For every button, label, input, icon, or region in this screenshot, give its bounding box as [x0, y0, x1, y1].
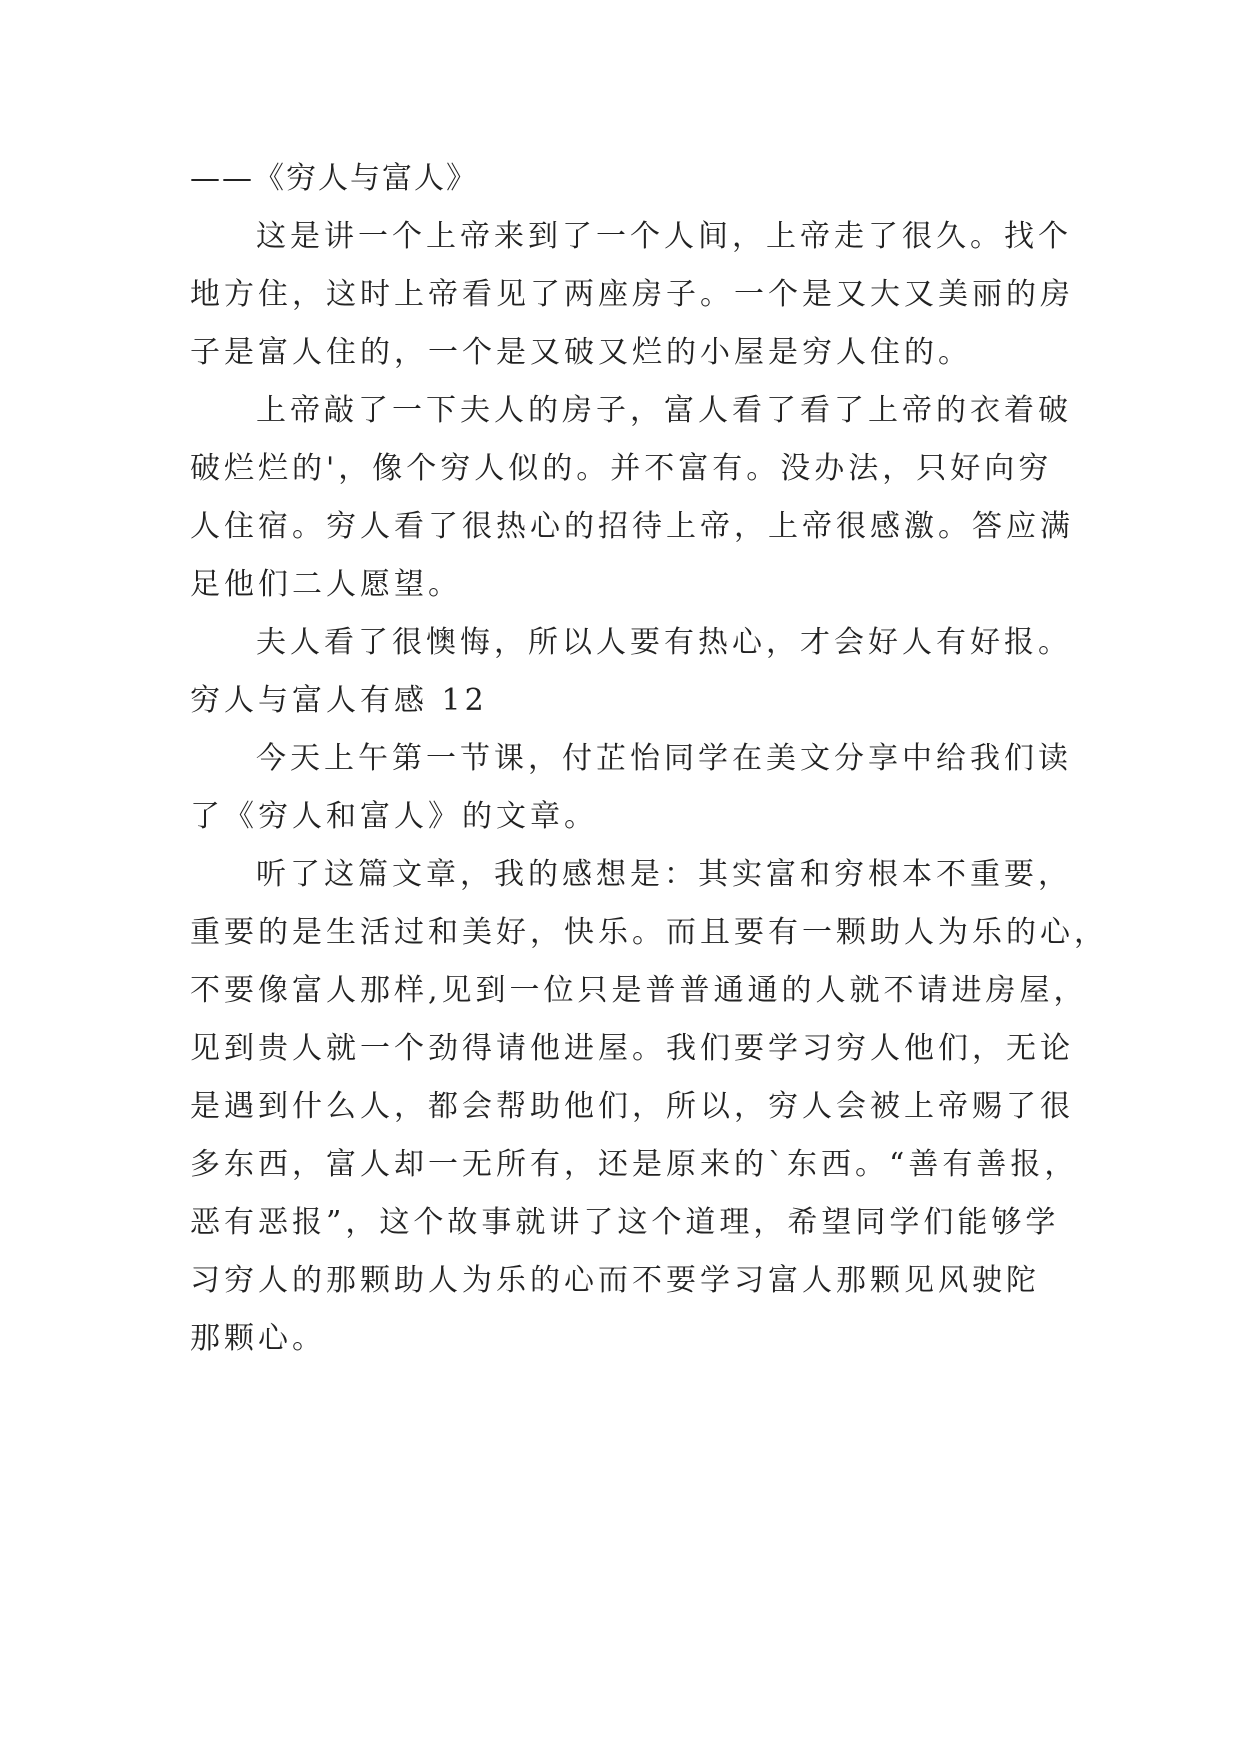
paragraph-line: 今天上午第一节课，付芷怡同学在美文分享中给我们读 — [256, 741, 1072, 776]
paragraph-line: 人住宿。穷人看了很热心的招待上帝，上帝很感激。答应满 — [190, 509, 1074, 544]
paragraph-line: 了《穷人和富人》的文章。 — [190, 799, 598, 834]
paragraph-line: 重要的是生活过和美好，快乐。而且要有一颗助人为乐的心， — [190, 915, 1108, 950]
paragraph-line: 地方住，这时上帝看见了两座房子。一个是又大又美丽的房 — [190, 277, 1074, 312]
paragraph-line: 这是讲一个上帝来到了一个人间，上帝走了很久。找个 — [256, 219, 1072, 254]
paragraph-line: 见到贵人就一个劲得请他进屋。我们要学习穷人他们，无论 — [190, 1031, 1074, 1066]
section-heading: 穷人与富人有感 12 — [190, 683, 488, 718]
paragraph-line: 上帝敲了一下夫人的房子，富人看了看了上帝的衣着破 — [256, 393, 1072, 428]
essay-title: ——《穷人与富人》 — [190, 161, 478, 196]
paragraph-line: 破烂烂的'，像个穷人似的。并不富有。没办法，只好向穷 — [190, 451, 1053, 486]
paragraph-line: 不要像富人那样,见到一位只是普普通通的人就不请进房屋， — [190, 973, 1088, 1008]
document-page — [190, 150, 1108, 1368]
paragraph-line: 恶有恶报”，这个故事就讲了这个道理，希望同学们能够学 — [190, 1205, 1060, 1240]
paragraph-line: 习穷人的那颗助人为乐的心而不要学习富人那颗见风驶陀 — [190, 1263, 1040, 1298]
paragraph-line: 多东西，富人却一无所有，还是原来的`东西。“善有善报， — [190, 1147, 1079, 1182]
paragraph-line: 子是富人住的，一个是又破又烂的小屋是穷人住的。 — [190, 335, 972, 370]
paragraph-line: 是遇到什么人，都会帮助他们，所以，穷人会被上帝赐了很 — [190, 1089, 1074, 1124]
paragraph-line: 听了这篇文章，我的感想是：其实富和穷根本不重要， — [256, 857, 1072, 892]
paragraph-line: 足他们二人愿望。 — [190, 567, 462, 602]
paragraph-line: 夫人看了很懊悔，所以人要有热心，才会好人有好报。 — [256, 625, 1072, 660]
paragraph-line: 那颗心。 — [190, 1321, 326, 1356]
